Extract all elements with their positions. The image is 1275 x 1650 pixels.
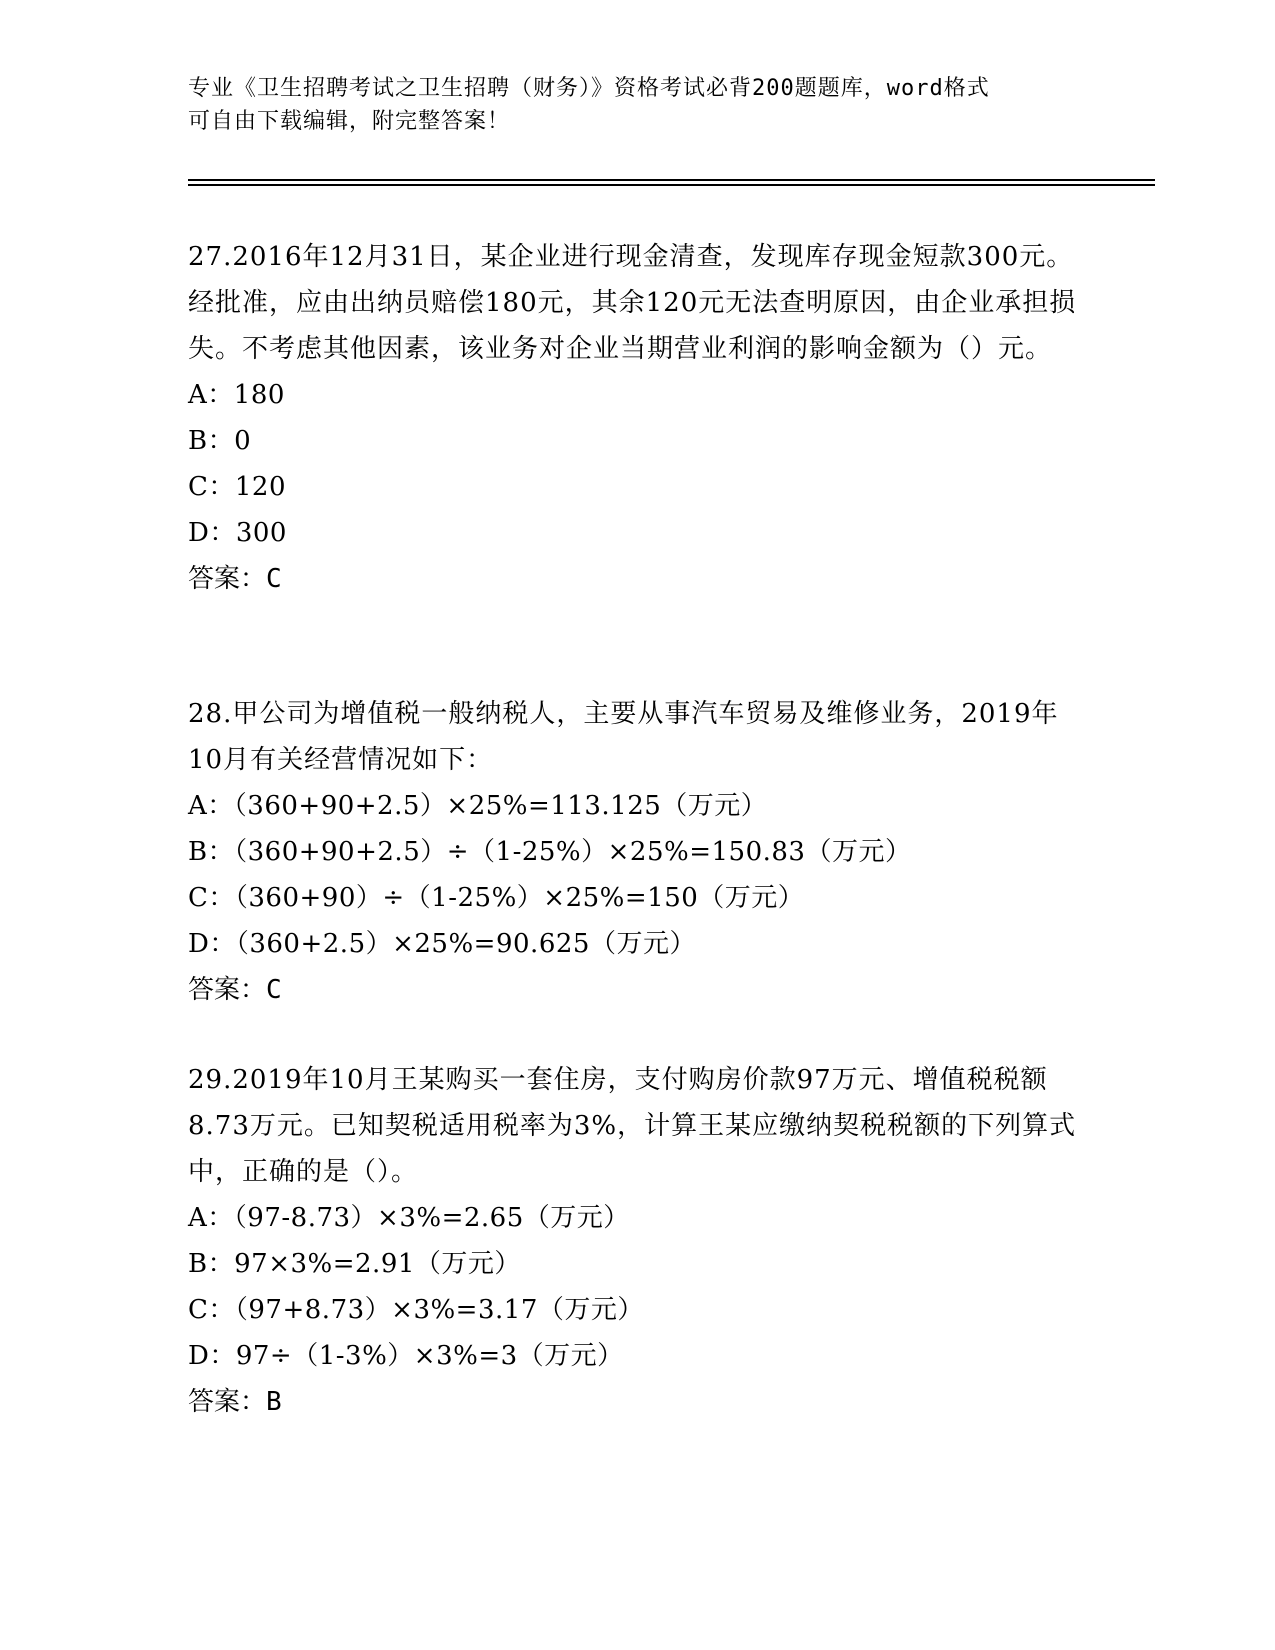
header-divider-top: [188, 179, 1155, 181]
option-a: A：（97-8.73）×3%=2.65（万元）: [188, 1203, 630, 1233]
option-d: D：300: [188, 518, 287, 548]
option-c: C：120: [188, 472, 287, 502]
answer-line: 答案：C: [188, 564, 282, 594]
option-a: A：（360+90+2.5）×25%=113.125（万元）: [188, 791, 768, 821]
document-header: [188, 72, 1088, 138]
answer-line: 答案：C: [188, 975, 282, 1005]
option-a: A：180: [188, 380, 285, 410]
question-stem: 29.2019年10月王某购买一套住房，支付购房价款97万元、增值税税额8.73万元。已知契税适用税率为3%，计算王某应缴纳契税税额的下列算式中，正确的是（）。: [188, 1065, 1077, 1187]
question-28: [188, 691, 1088, 1013]
header-line-1: 专业《卫生招聘考试之卫生招聘（财务）》资格考试必背200题题库，word格式: [188, 76, 990, 101]
header-divider-bottom: [188, 184, 1155, 186]
option-c: C：（97+8.73）×3%=3.17（万元）: [188, 1295, 644, 1325]
answer-line: 答案：B: [188, 1387, 282, 1417]
option-d: D：97÷（1-3%）×3%=3（万元）: [188, 1341, 624, 1371]
option-c: C：（360+90）÷（1-25%）×25%=150（万元）: [188, 883, 805, 913]
option-d: D：（360+2.5）×25%=90.625（万元）: [188, 929, 696, 959]
header-line-2: 可自由下载编辑，附完整答案！: [188, 109, 511, 134]
question-27: [188, 234, 1088, 602]
option-b: B：97×3%=2.91（万元）: [188, 1249, 521, 1279]
question-stem: 27.2016年12月31日，某企业进行现金清查，发现库存现金短款300元。经批准，应由出纳员赔偿180元，其余120元无法查明原因，由企业承担损失。不考虑其他因素，该业务对企业当期营业利润的影响金额为（）元。: [188, 242, 1077, 364]
option-b: B：（360+90+2.5）÷（1-25%）×25%=150.83（万元）: [188, 837, 912, 867]
question-29: [188, 1057, 1088, 1425]
option-b: B：0: [188, 426, 252, 456]
question-stem: 28.甲公司为增值税一般纳税人，主要从事汽车贸易及维修业务，2019年10月有关经营情况如下：: [188, 699, 1059, 775]
